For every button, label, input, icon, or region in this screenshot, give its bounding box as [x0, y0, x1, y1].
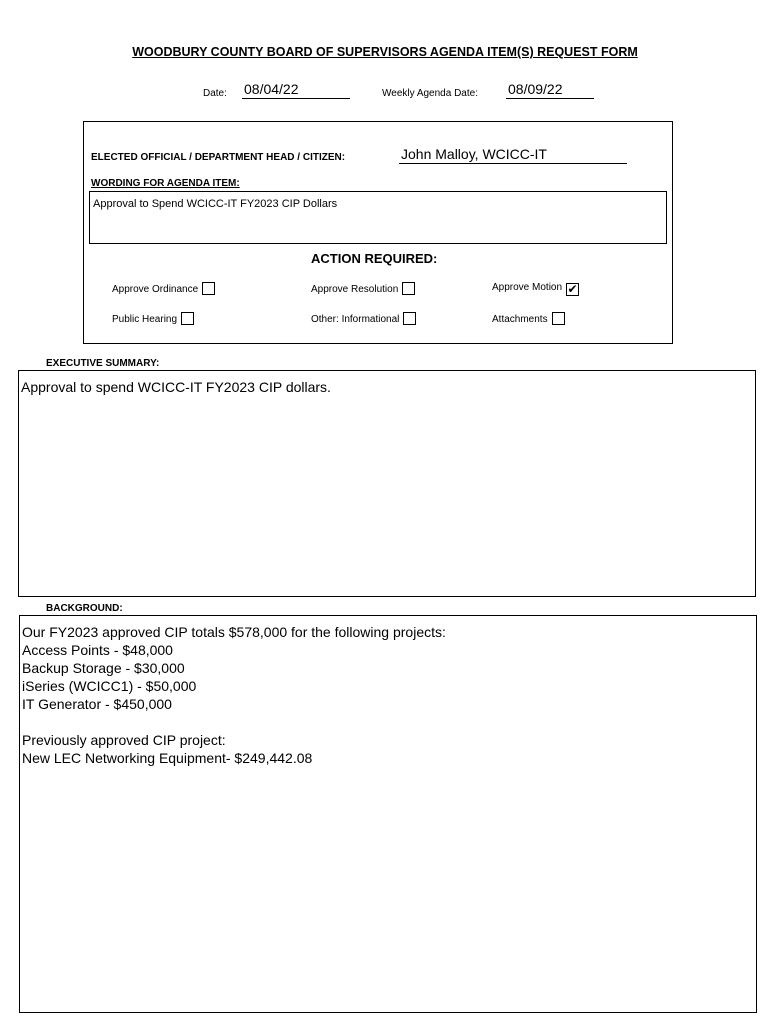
- option-label: Public Hearing: [112, 314, 178, 325]
- option-label: Approve Ordinance: [112, 284, 199, 295]
- option-other-informational[interactable]: [311, 312, 416, 325]
- checkbox-attachments[interactable]: [552, 312, 565, 325]
- background-text: Our FY2023 approved CIP totals $578,000 for the following projects: Access Points - $48,000 Backup Storage - $30,000 iSeries (WCICC1) - $50,000 IT Generator - $450,000 Previously approved CIP project: New LEC Networking Equipment- $249,442.08: [22, 624, 446, 766]
- date-label: Date:: [203, 88, 227, 99]
- option-attachments[interactable]: [492, 312, 565, 325]
- checkbox-other-informational[interactable]: [403, 312, 416, 325]
- weekly-agenda-date-label: Weekly Agenda Date:: [382, 88, 478, 99]
- option-label: Approve Resolution: [311, 284, 399, 295]
- option-label: Approve Motion: [492, 282, 563, 293]
- form-title: WOODBURY COUNTY BOARD OF SUPERVISORS AGENDA ITEM(S) REQUEST FORM: [132, 45, 638, 59]
- checkbox-public-hearing[interactable]: [181, 312, 194, 325]
- wording-label: WORDING FOR AGENDA ITEM:: [91, 178, 240, 189]
- weekly-agenda-date-field[interactable]: 08/09/22: [506, 81, 594, 99]
- official-label: ELECTED OFFICIAL / DEPARTMENT HEAD / CITIZEN:: [91, 152, 346, 163]
- background-box[interactable]: [19, 615, 757, 1013]
- wording-box[interactable]: [89, 191, 667, 244]
- option-public-hearing[interactable]: [112, 312, 194, 325]
- checkbox-approve-motion[interactable]: ✔: [567, 282, 578, 296]
- option-approve-motion[interactable]: [492, 282, 579, 296]
- date-field[interactable]: 08/04/22: [242, 81, 350, 99]
- option-label: Attachments: [492, 314, 548, 325]
- executive-summary-label: EXECUTIVE SUMMARY:: [46, 358, 160, 369]
- action-required-heading: ACTION REQUIRED:: [311, 251, 438, 266]
- background-label: BACKGROUND:: [46, 603, 123, 614]
- option-approve-ordinance[interactable]: [112, 282, 215, 295]
- executive-summary-box[interactable]: [18, 370, 756, 597]
- wording-text: Approval to Spend WCICC-IT FY2023 CIP Dollars: [93, 198, 338, 210]
- executive-summary-text: Approval to spend WCICC-IT FY2023 CIP dollars.: [21, 379, 331, 395]
- checkbox-approve-ordinance[interactable]: [202, 282, 215, 295]
- checkbox-approve-resolution[interactable]: [402, 282, 415, 295]
- option-approve-resolution[interactable]: [311, 282, 415, 295]
- option-label: Other: Informational: [311, 314, 400, 325]
- official-field[interactable]: John Malloy, WCICC-IT: [399, 146, 627, 164]
